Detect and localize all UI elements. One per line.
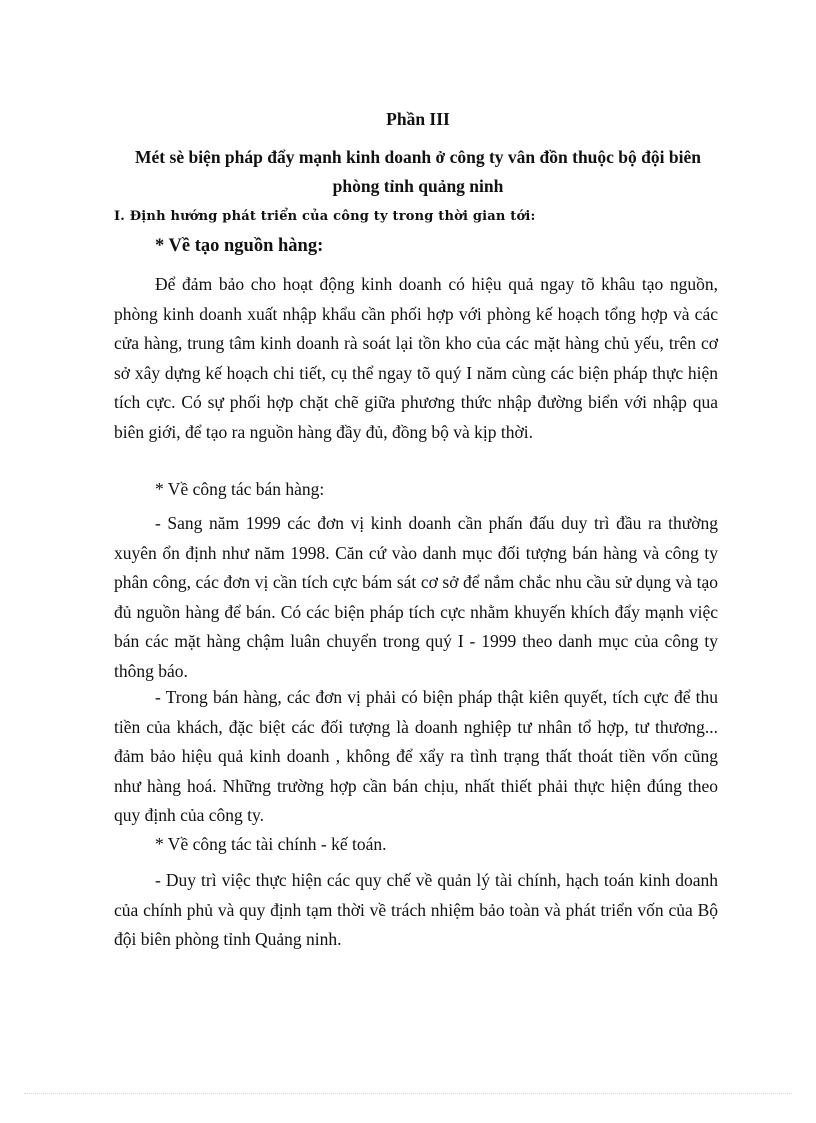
document-subtitle: Mét sè biện pháp đẩy mạnh kinh doanh ở công ty vân đồn thuộc bộ đội biên phòng tỉnh quảng ninh bbox=[135, 147, 701, 196]
part-title: Phần III bbox=[386, 109, 450, 129]
subheading-sales: * Về công tác bán hàng: bbox=[155, 479, 325, 499]
paragraph-finance: - Duy trì việc thực hiện các quy chế về quản lý tài chính, hạch toán kinh doanh của chính phủ và quy định tạm thời về trách nhiệm bảo toàn và phát triển vốn của Bộ đội biên phòng tỉnh Quảng ninh. bbox=[114, 870, 718, 949]
footer-divider bbox=[24, 1093, 792, 1094]
subheading-sourcing: * Về tạo nguồn hàng: bbox=[155, 236, 324, 256]
paragraph-sales-2: - Trong bán hàng, các đơn vị phải có biện pháp thật kiên quyết, tích cực để thu tiền của khách, đặc biệt các đối tượng là doanh nghiệp tư nhân tổ hợp, tư thương... đảm bảo hiệu quả kinh doanh , không để xẩy ra tình trạng thất thoát tiền vốn cũng như hàng hoá. Những trường hợp cần bán chịu, nhất thiết phải thực hiện đúng theo quy định của công ty. bbox=[114, 687, 718, 825]
section-heading: I. Định hướng phát triển của công ty trong thời gian tới: bbox=[114, 209, 536, 224]
paragraph-sourcing: Để đảm bảo cho hoạt động kinh doanh có hiệu quả ngay tõ khâu tạo nguồn, phòng kinh doanh xuất nhập khẩu cần phối hợp với phòng kế hoạch tổng hợp và các cửa hàng, trung tâm kinh doanh rà soát lại tồn kho của các mặt hàng chủ yếu, trên cơ sở xây dựng kế hoạch chi tiết, cụ thể ngay tõ quý I năm cùng các biện pháp thực hiện tích cực. Có sự phối hợp chặt chẽ giữa phương thức nhập đường biển với nhập qua biên giới, để tạo ra nguồn hàng đầy đủ, đồng bộ và kịp thời. bbox=[114, 274, 718, 442]
paragraph-sales-1: - Sang năm 1999 các đơn vị kinh doanh cần phấn đấu duy trì đầu ra thường xuyên ổn định như năm 1998. Căn cứ vào danh mục đối tượng bán hàng và công ty phân công, các đơn vị cần tích cực bám sát cơ sở để nắm chắc nhu cầu sử dụng và tạo đủ nguồn hàng để bán. Có các biện pháp tích cực nhằm khuyến khích đẩy mạnh việc bán các mặt hàng chậm luân chuyển trong quý I - 1999 theo danh mục của công ty thông báo. bbox=[114, 513, 718, 681]
subheading-finance: * Về công tác tài chính - kế toán. bbox=[155, 834, 387, 854]
